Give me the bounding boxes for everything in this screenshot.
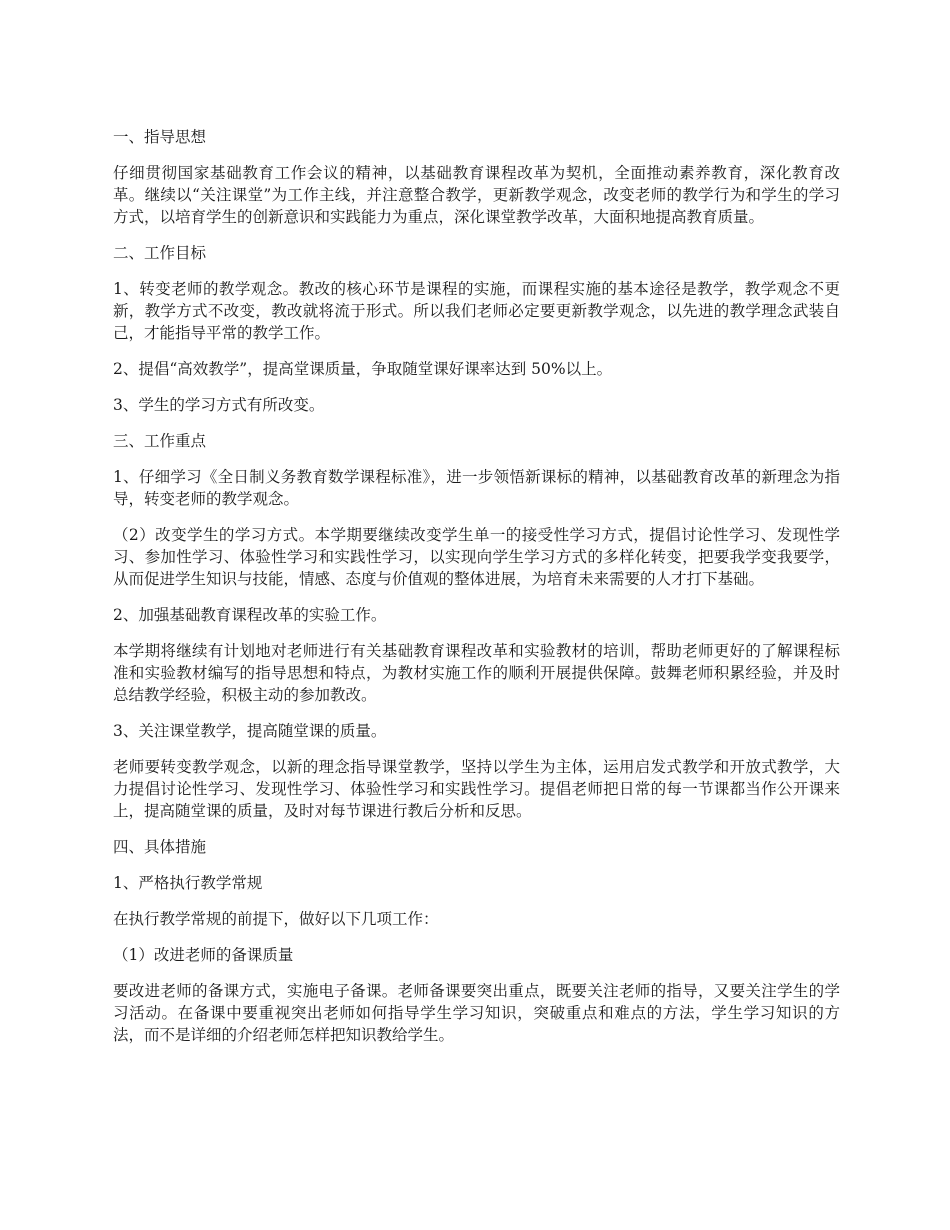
focus-subitem-2: （2）改变学生的学习方式。本学期要继续改变学生单一的接受性学习方式，提倡讨论性学习、发现性学习、参加性学习、体验性学习和实践性学习，以实现向学生学习方式的多样化转变，把要我学变我要学，从而促进学生知识与技能，情感、态度与价值观的整体进展，为培育未来需要的人才打下基础。 [113,526,840,588]
measure-item-1: 1、严格执行教学常规 [113,874,263,892]
measure-subitem-1-detail: 要改进老师的备课方式，实施电子备课。老师备课要突出重点，既要关注老师的指导，又要关注学生的学习活动。在备课中要重视突出老师如何指导学生学习知识，突破重点和难点的方法，学生学习知识的方法，而不是详细的介绍老师怎样把知识教给学生。 [113,982,840,1044]
measure-subitem-1: （1）改进老师的备课质量 [113,946,294,964]
focus-item-3-detail: 老师要转变教学观念，以新的理念指导课堂教学，坚持以学生为主体，运用启发式教学和开放式教学，大力提倡讨论性学习、发现性学习、体验性学习和实践性学习。提倡老师把日常的每一节课都当作公开课来上，提高随堂课的质量，及时对每节课进行教后分析和反思。 [113,758,840,820]
section-heading-guiding-ideology: 一、指导思想 [113,128,207,146]
focus-item-2: 2、加强基础教育课程改革的实验工作。 [113,606,387,624]
focus-item-1: 1、仔细学习《全日制义务教育数学课程标准》，进一步领悟新课标的精神，以基础教育改革的新理念为指导，转变老师的教学观念。 [113,468,840,508]
focus-item-3: 3、关注课堂教学，提高随堂课的质量。 [113,722,387,740]
document-body [113,126,840,1060]
goal-item-1: 1、转变老师的教学观念。教改的核心环节是课程的实施，而课程实施的基本途径是教学，教学观念不更新，教学方式不改变，教改就将流于形式。所以我们老师必定要更新教学观念，以先进的教学理念武装自己，才能指导平常的教学工作。 [113,280,840,342]
goal-item-2: 2、提倡“高效教学”，提高堂课质量，争取随堂课好课率达到 50%以上。 [113,360,613,378]
section-heading-measures: 四、具体措施 [113,838,207,856]
focus-item-2-detail: 本学期将继续有计划地对老师进行有关基础教育课程改革和实验教材的培训，帮助老师更好的了解课程标准和实验教材编写的指导思想和特点，为教材实施工作的顺利开展提供保障。鼓舞老师积累经验，并及时总结教学经验，积极主动的参加教改。 [113,642,840,704]
measure-item-1-intro: 在执行教学常规的前提下，做好以下几项工作： [113,910,439,928]
section-heading-work-focus: 三、工作重点 [113,432,207,450]
paragraph-guiding-ideology: 仔细贯彻国家基础教育工作会议的精神，以基础教育课程改革为契机，全面推动素养教育，深化教育改革。继续以“关注课堂”为工作主线，并注意整合教学，更新教学观念，改变老师的教学行为和学生的学习方式，以培育学生的创新意识和实践能力为重点，深化课堂教学改革，大面积地提高教育质量。 [113,164,840,226]
section-heading-work-goals: 二、工作目标 [113,244,207,262]
goal-item-3: 3、学生的学习方式有所改变。 [113,396,325,414]
